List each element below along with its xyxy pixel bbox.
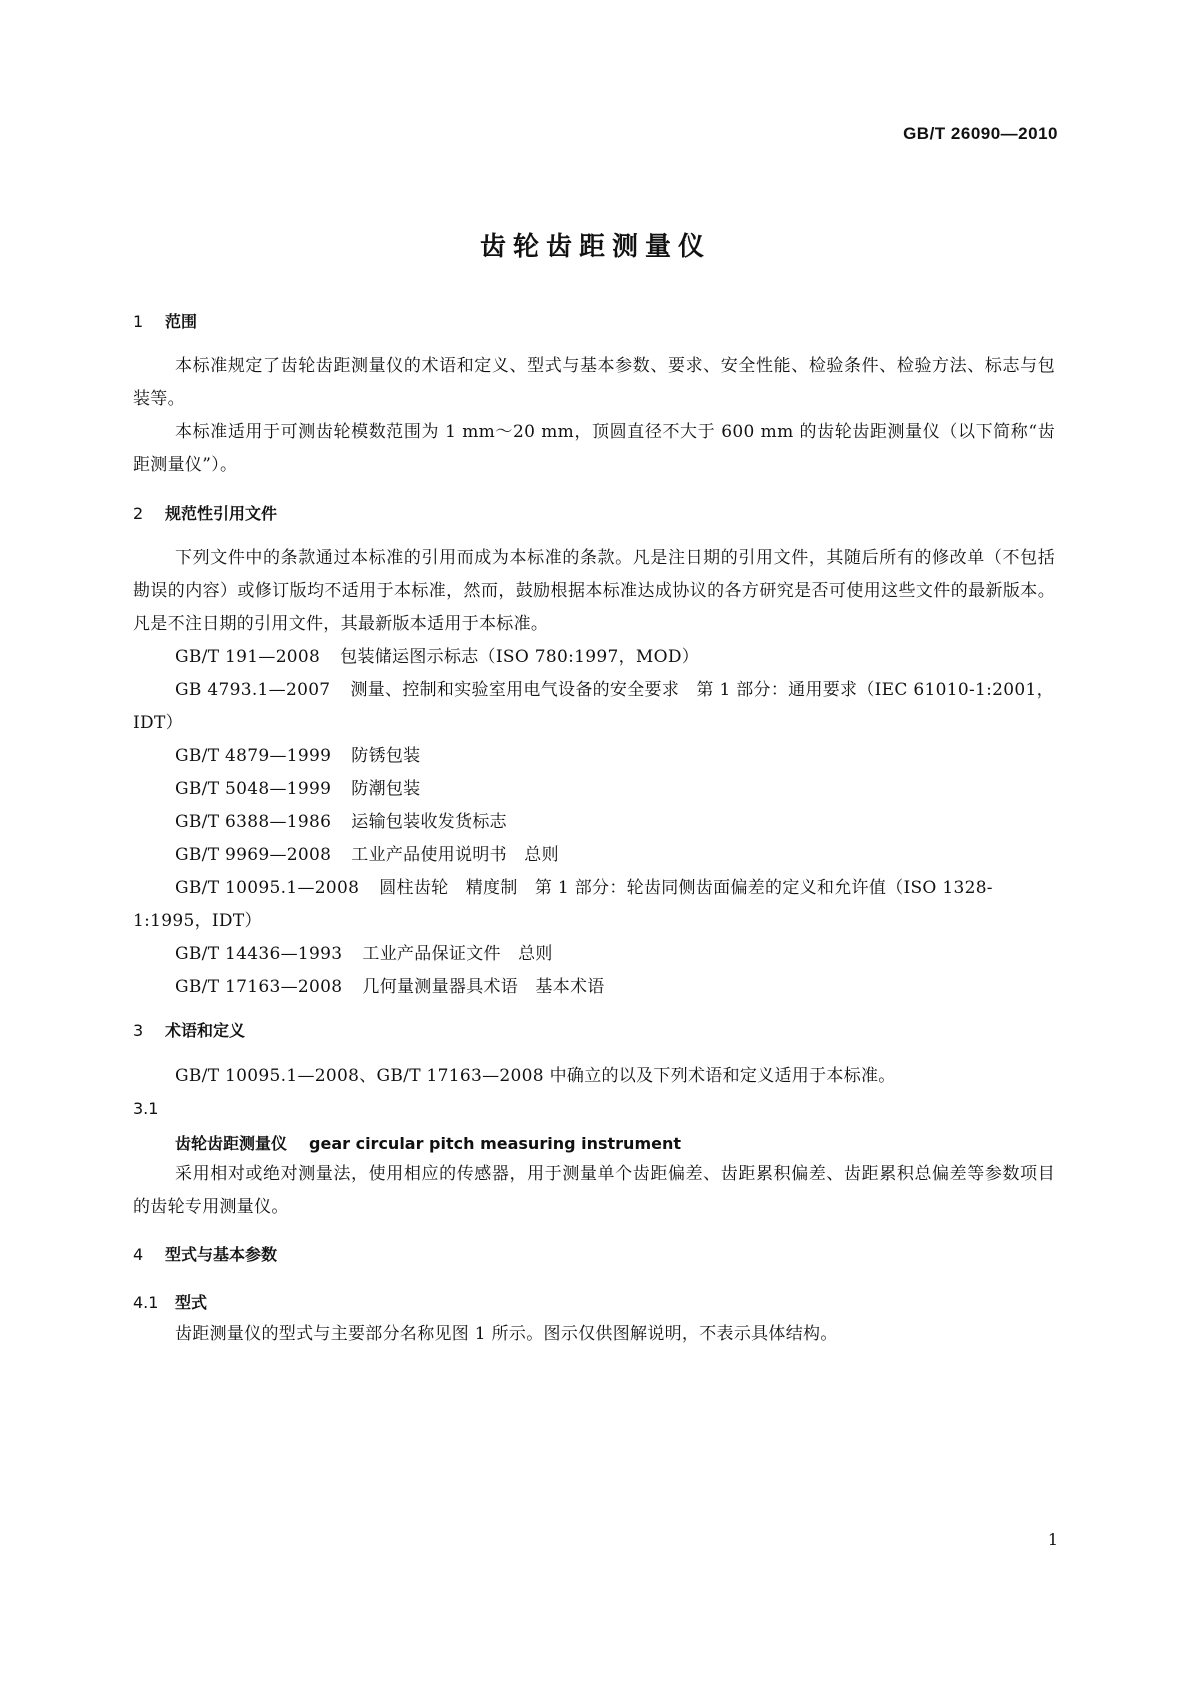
paragraph: 齿距测量仪的型式与主要部分名称见图 1 所示。图示仅供图解说明，不表示具体结构。 (175, 1324, 838, 1344)
reference-item (133, 773, 1055, 806)
section-number: 3 (133, 1021, 144, 1040)
reference-code: GB/T 191—2008 (175, 647, 321, 667)
reference-item (133, 806, 1055, 839)
paragraph: 本标准规定了齿轮齿距测量仪的术语和定义、型式与基本参数、要求、安全性能、检验条件、检验方法、标志与包装等。 (133, 356, 1055, 409)
term-chinese: 齿轮齿距测量仪 (175, 1134, 288, 1153)
standard-code: GB/T 26090—2010 (903, 124, 1058, 143)
reference-code: GB/T 9969—2008 (175, 845, 332, 865)
reference-code: GB/T 5048—1999 (175, 779, 332, 799)
reference-item (133, 740, 1055, 773)
section-title: 规范性引用文件 (165, 504, 278, 523)
subsection-number: 4.1 (133, 1293, 159, 1312)
reference-item (133, 674, 1055, 740)
section-1-heading (133, 309, 197, 332)
document-title: 齿轮齿距测量仪 (479, 232, 711, 262)
reference-code: GB 4793.1—2007 (175, 680, 331, 700)
term-number: 3.1 (133, 1099, 159, 1118)
reference-code: GB/T 10095.1—2008 (175, 878, 360, 898)
reference-title: 几何量测量器具术语 基本术语 (362, 977, 605, 997)
reference-title: 工业产品使用说明书 总则 (351, 845, 559, 865)
reference-item (133, 641, 1055, 674)
reference-item (133, 971, 1055, 1004)
paragraph: 下列文件中的条款通过本标准的引用而成为本标准的条款。凡是注日期的引用文件，其随后所有的修改单（不包括勘误的内容）或修订版均不适用于本标准，然而，鼓励根据本标准达成协议的各方研究是否可使用这些文件的最新版本。凡是不注日期的引用文件，其最新版本适用于本标准。 (133, 548, 1055, 634)
section-2-heading (133, 501, 277, 524)
reference-code: GB/T 4879—1999 (175, 746, 332, 766)
reference-title: 包装储运图示标志（ISO 780:1997，MOD） (340, 647, 700, 667)
reference-code: GB/T 14436—1993 (175, 944, 343, 964)
term-definition: 采用相对或绝对测量法，使用相应的传感器，用于测量单个齿距偏差、齿距累积偏差、齿距累积总偏差等参数项目的齿轮专用测量仪。 (133, 1164, 1055, 1217)
paragraph: 本标准适用于可测齿轮模数范围为 1 mm～20 mm，顶圆直径不大于 600 mm 的齿轮齿距测量仪（以下简称“齿距测量仪”）。 (133, 422, 1055, 475)
section-title: 型式与基本参数 (165, 1245, 278, 1264)
reference-item (133, 872, 1055, 938)
subsection-title: 型式 (175, 1293, 208, 1312)
reference-title: 工业产品保证文件 总则 (362, 944, 553, 964)
subsection-4-1-heading (133, 1290, 207, 1313)
reference-title: 测量、控制和实验室用电气设备的安全要求 第 1 部分：通用要求（IEC 61010-1:2001，IDT） (133, 680, 1054, 733)
page-number: 1 (1047, 1530, 1058, 1549)
reference-item (133, 938, 1055, 971)
reference-title: 防潮包装 (351, 779, 421, 799)
reference-title: 防锈包装 (351, 746, 421, 766)
reference-item (133, 839, 1055, 872)
reference-title: 运输包装收发货标志 (351, 812, 507, 832)
paragraph: GB/T 10095.1—2008、GB/T 17163—2008 中确立的以及下列术语和定义适用于本标准。 (175, 1066, 896, 1086)
reference-code: GB/T 6388—1986 (175, 812, 332, 832)
section-number: 1 (133, 312, 144, 331)
section-number: 2 (133, 504, 144, 523)
section-title: 术语和定义 (165, 1021, 246, 1040)
reference-code: GB/T 17163—2008 (175, 977, 343, 997)
section-3-heading (133, 1018, 245, 1041)
reference-title: 圆柱齿轮 精度制 第 1 部分：轮齿同侧齿面偏差的定义和允许值（ISO 1328-1:1995，IDT） (133, 878, 993, 931)
term-entry (175, 1131, 681, 1154)
term-english: gear circular pitch measuring instrument (309, 1134, 681, 1153)
section-number: 4 (133, 1245, 144, 1264)
section-title: 范围 (165, 312, 198, 331)
section-4-heading (133, 1242, 277, 1265)
